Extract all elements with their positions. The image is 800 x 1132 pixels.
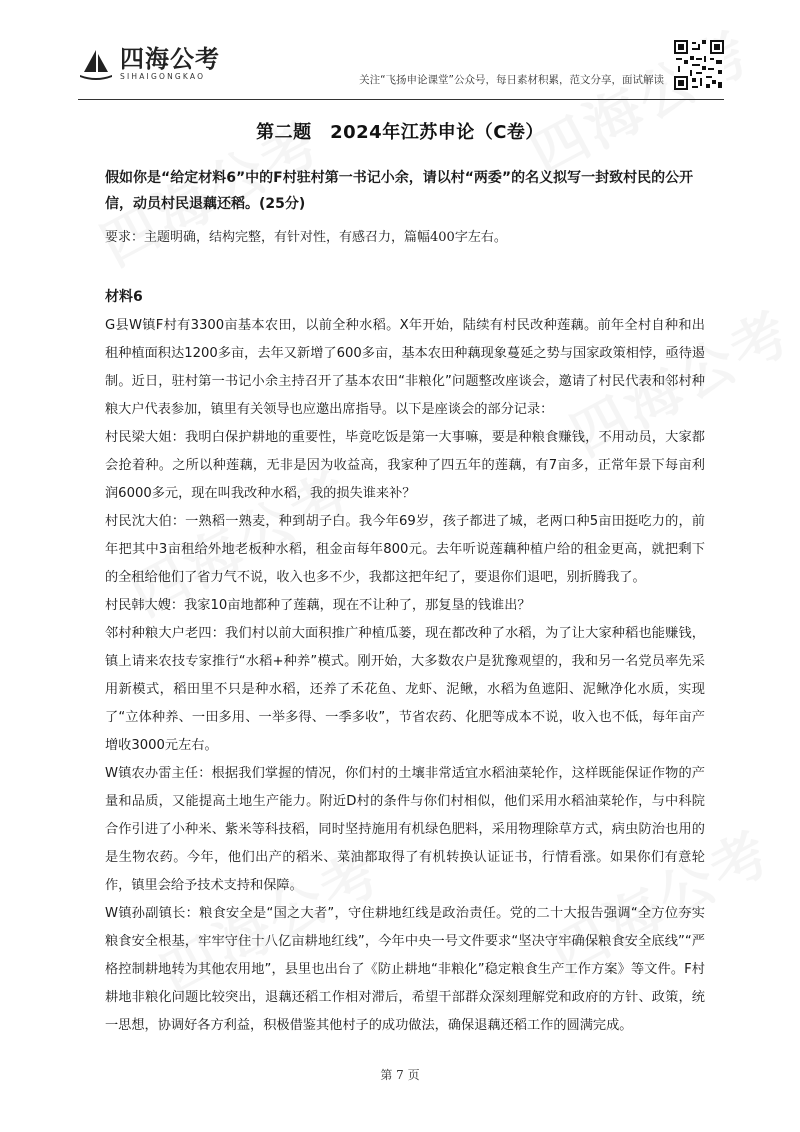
page-title: 第二题 2024年江苏申论（C卷） [256, 122, 544, 143]
logo-chinese-name: 四海公考 [120, 45, 220, 73]
material-paragraph: 村民沈大伯：一熟稻一熟麦，种到胡子白。我今年69岁，孩子都进了城，老两口种5亩田挺吃力的，前年把其中3亩租给外地老板种水稻，租金亩每年800元。去年听说莲藕种植户给的租金更高，就把剩下的全租给他们了省力气不说，收入也多不少，我都这把年纪了，要退你们退吧，别折腾我了。 [105, 514, 705, 585]
page-header [78, 38, 724, 98]
question-requirement: 要求：主题明确，结构完整，有针对性，有感召力，篇幅400字左右。 [105, 230, 507, 245]
page-number: 第 7 页 [380, 1068, 420, 1082]
question-prompt: 假如你是“给定材料6”中的F村驻村第一书记小余，请以村“两委”的名义拟写一封致村民的公开信，动员村民退藕还稻。(25分) [105, 170, 694, 212]
material-paragraph: W镇孙副镇长：粮食安全是“国之大者”，守住耕地红线是政治责任。党的二十大报告强调“全方位夯实粮食安全根基，牢牢守住十八亿亩耕地红线”，今年中央一号文件要求“坚决守牢确保粮食安全底线”“严格控制耕地转为其他农用地”，县里也出台了《防止耕地“非粮化”稳定粮食生产工作方案》等文件。F村耕地非粮化问题比较突出，退藕还稻工作相对滞后，希望干部群众深刻理解党和政府的方针、政策，统一思想，协调好各方利益，积极借鉴其他村子的成功做法，确保退藕还稻工作的圆满完成。 [105, 906, 705, 1033]
material-paragraph: G县W镇F村有3300亩基本农田，以前全种水稻。X年开始，陆续有村民改种莲藕。前年全村自种和出租种植面积达1200多亩，去年又新增了600多亩，基本农田种藕现象蔓延之势与国家政策相悖，亟待遏制。近日，驻村第一书记小余主持召开了基本农田“非粮化”问题整改座谈会，邀请了村民代表和邻村种粮大户代表参加，镇里有关领导也应邀出席指导。以下是座谈会的部分记录： [105, 318, 705, 417]
material-body [105, 312, 705, 1040]
material-paragraph: 村民韩大嫂：我家10亩地都种了莲藕，现在不让种了，那复垦的钱谁出？ [105, 598, 531, 613]
material-paragraph: 邻村种粮大户老四：我们村以前大面积推广种植瓜蒌，现在都改种了水稻，为了让大家种稻也能赚钱，镇上请来农技专家推行“水稻+种养”模式。刚开始，大多数农户是犹豫观望的，我和另一名党员率先采用新模式，稻田里不只是种水稻，还养了禾花鱼、龙虾、泥鳅，水稻为鱼遮阳、泥鳅净化水质，实现了“立体种养、一田多用、一举多得、一季多收”，节省农药、化肥等成本不说，收入也不低，每年亩产增收3000元左右。 [105, 626, 705, 753]
qr-code-icon [674, 40, 724, 90]
sail-logo-icon [78, 46, 114, 82]
material-title: 材料6 [105, 289, 143, 305]
brand-logo [78, 46, 220, 82]
header-divider [78, 99, 724, 100]
material-paragraph: W镇农办雷主任：根据我们掌握的情况，你们村的土壤非常适宜水稻油菜轮作，这样既能保证作物的产量和品质，又能提高土地生产能力。附近D村的条件与你们村相似，他们采用水稻油菜轮作，与中科院合作引进了小种米、紫米等科技稻，同时坚持施用有机绿色肥料，采用物理除草方式，病虫防治也用的是生物农药。今年，他们出产的稻米、菜油都取得了有机转换认证证书，行情看涨。如果你们有意轮作，镇里会给予技术支持和保障。 [105, 766, 705, 893]
logo-english-name: SIHAIGONGKAO [120, 72, 206, 81]
material-paragraph: 村民梁大姐：我明白保护耕地的重要性，毕竟吃饭是第一大事嘛，要是种粮食赚钱，不用动员，大家都会抢着种。之所以种莲藕，无非是因为收益高，我家种了四五年的莲藕，有7亩多，正常年景下每亩利润6000多元，现在叫我改种水稻，我的损失谁来补？ [105, 430, 705, 501]
header-note: 关注“飞扬申论课堂”公众号，每日素材积累，范文分享，面试解读 [359, 74, 664, 86]
